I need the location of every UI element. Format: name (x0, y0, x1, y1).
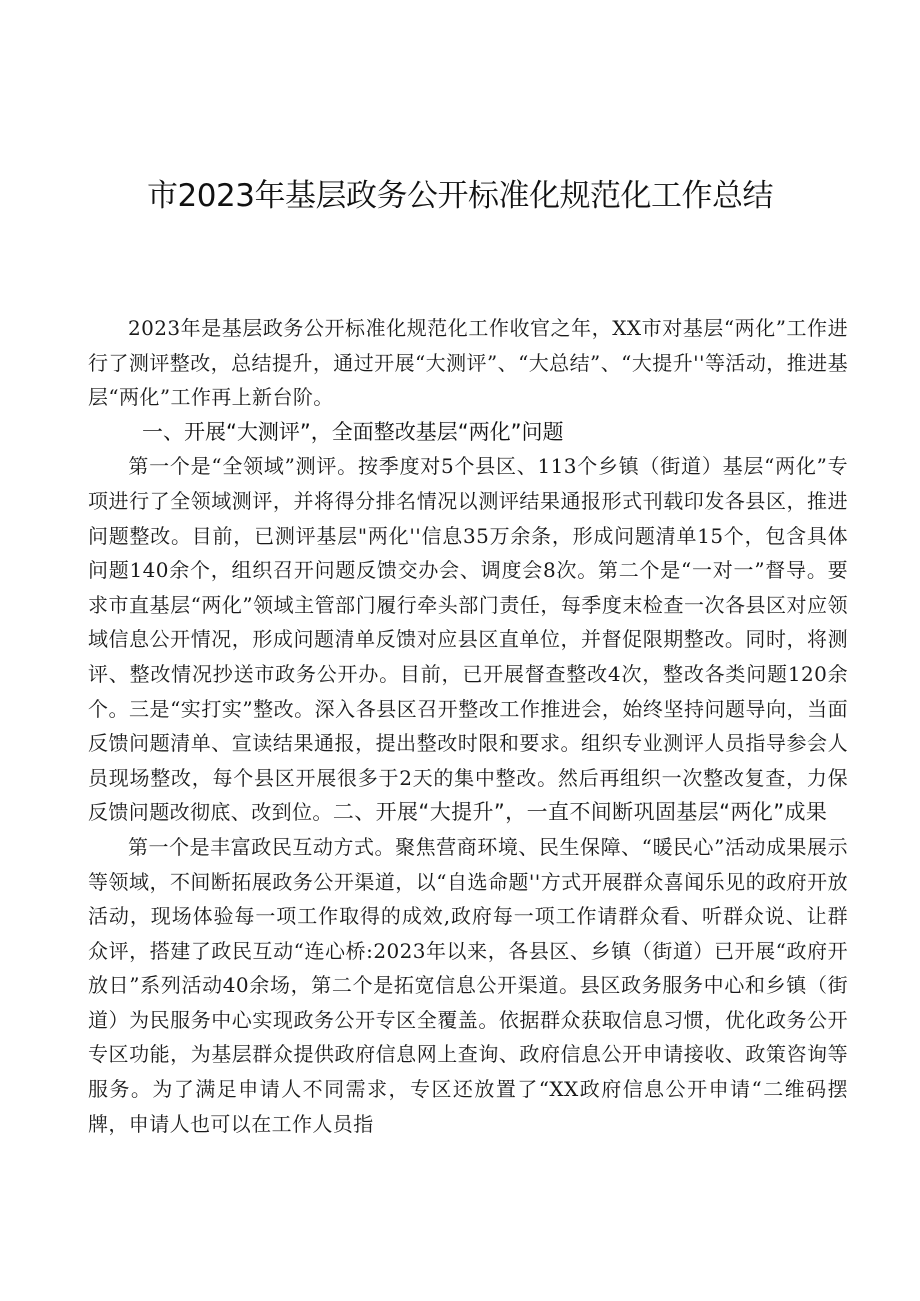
document-body (88, 311, 848, 1141)
section-2-body: 第一个是丰富政民互动方式。聚焦营商环境、民生保障、“暖民心”活动成果展示等领域，不间断拓展政务公开渠道，以“自选命题''方式开展群众喜闻乐见的政府开放活动，现场体验每一项工作取得的成效,政府每一项工作请群众看、听群众说、让群众评，搭建了政民互动“连心桥:2023年以来，各县区、乡镇（街道）已开展“政府开放日”系列活动40余场，第二个是拓宽信息公开渠道。县区政务服务中心和乡镇（街道）为民服务中心实现政务公开专区全覆盖。依据群众获取信息习惯，优化政务公开专区功能，为基层群众提供政府信息网上查询、政府信息公开申请接收、政策咨询等服务。为了满足申请人不同需求，专区还放置了“XX政府信息公开申请“二维码摆牌，申请人也可以在工作人员指 (88, 834, 848, 1136)
document-title: 市2023年基层政务公开标准化规范化工作总结 (147, 178, 773, 214)
section-1-text: 第一个是“全领域”测评。按季度对5个县区、113个乡镇（街道）基层“两化”专项进行了全领域测评，并将得分排名情况以测评结果通报形式刊载印发各县区，推进问题整改。目前，已测评基层"两化''信息35万余条，形成问题清单15个，包含具体问题140余个，组织召开问题反馈交办会、调度会8次。第二个是“一对一”督导。要求市直基层“两化”领域主管部门履行牵头部门责任，每季度末检查一次各县区对应领域信息公开情况，形成问题清单反馈对应县区直单位，并督促限期整改。同时，将测评、整改情况抄送市政务公开办。目前，已开展督查整改4次，整改各类问题120余个。三是“实打实”整改。深入各县区召开整改工作推进会，始终坚持问题导向，当面反馈问题清单、宣读结果通报，提出整改时限和要求。组织专业测评人员指导参会人员现场整改，每个县区开展很多于2天的集中整改。然后再组织一次整改复查，力保反馈问题改彻底、改到位。 (88, 454, 848, 825)
section-1-body (88, 449, 848, 830)
section-2-heading: 二、开展“大提升”，一直不间断巩固基层“两化”成果 (332, 800, 828, 825)
intro-paragraph: 2023年是基层政务公开标准化规范化工作收官之年，XX市对基层“两化”工作进行了测评整改，总结提升，通过开展“大测评”、“大总结”、“大提升''等活动，推进基层“两化”工作再上新台阶。 (88, 316, 848, 410)
section-1-heading: 一、开展“大测评”，全面整改基层“两化”问题 (142, 419, 564, 444)
